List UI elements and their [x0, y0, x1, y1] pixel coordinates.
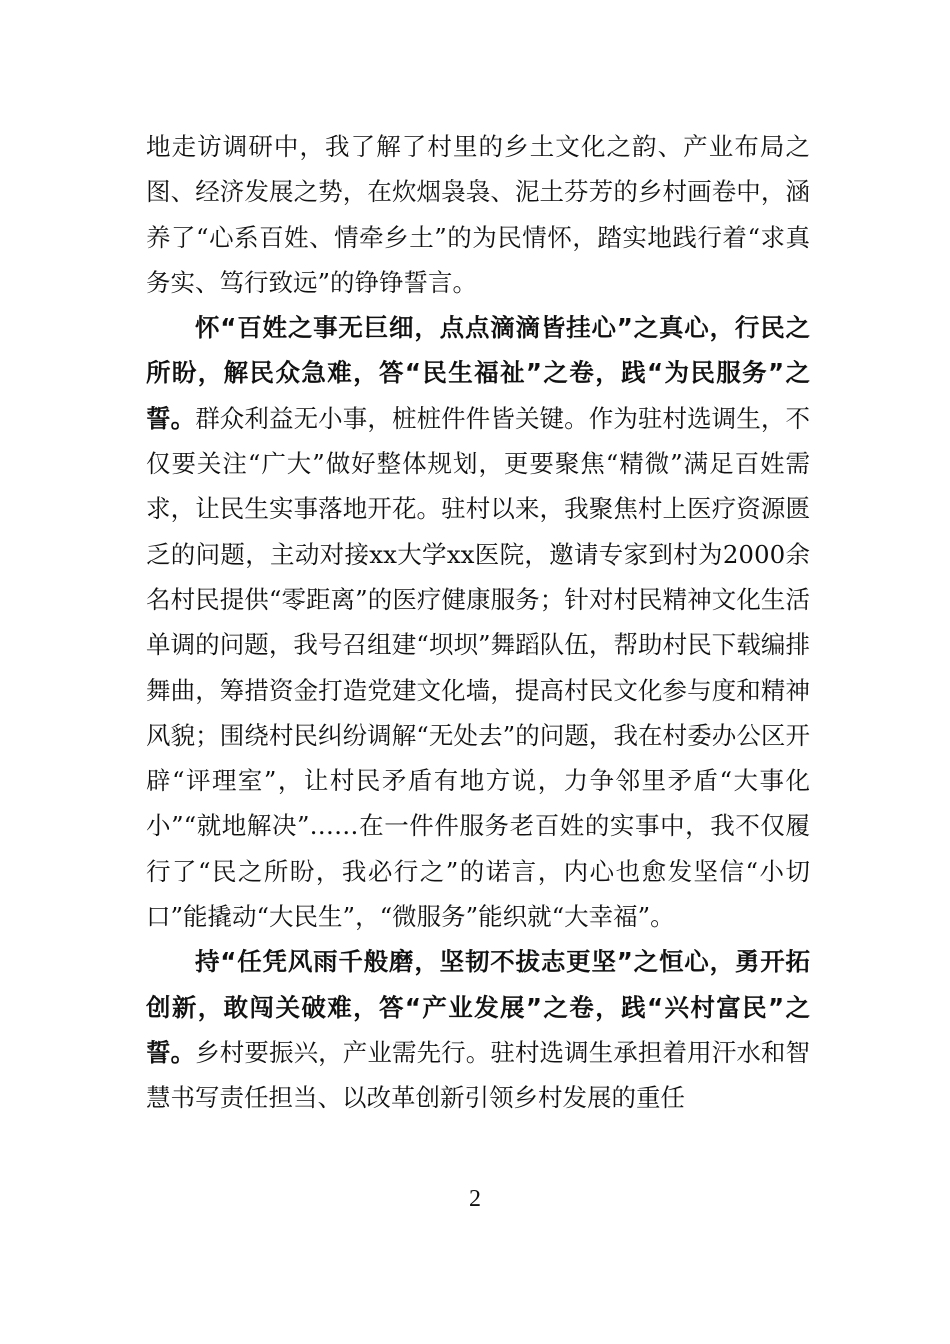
paragraph-3-text: 乡村要振兴，产业需先行。驻村选调生承担着用汗水和智慧书写责任担当、以改革创新引领乡村发展的重任: [146, 1037, 811, 1113]
body-text: [146, 124, 810, 1121]
paragraph-2-lead: 怀“百姓之事无巨细，点点滴滴皆挂心”之真心，行民之所盼，解民众急难，答“民生福祉”之卷，践“为民服务”之誓。: [146, 313, 810, 433]
paragraph-3: [146, 939, 810, 1120]
page-number: 2: [469, 1186, 481, 1212]
paragraph-3-lead: 持“任凭风雨千般磨，坚韧不拔志更坚”之恒心，勇开拓创新，敢闯关破难，答“产业发展”之卷，践“兴村富民”之誓。: [146, 947, 810, 1067]
paragraph-1: [146, 124, 810, 305]
paragraph-2-text: 群众利益无小事，桩桩件件皆关键。作为驻村选调生，不仅要关注“广大”做好整体规划，更要聚焦“精微”满足百姓需求，让民生实事落地开花。驻村以来，我聚焦村上医疗资源匮乏的问题，主动对接xx大学xx医院，邀请专家到村为2000余名村民提供“零距离”的医疗健康服务；针对村民精神文化生活单调的问题，我号召组建“坝坝”舞蹈队伍，帮助村民下载编排舞曲，筹措资金打造党建文化墙，提高村民文化参与度和精神风貌；围绕村民纠纷调解“无处去”的问题，我在村委办公区开辟“评理室”，让村民矛盾有地方说，力争邻里矛盾“大事化小”“就地解决”……在一件件服务老百姓的实事中，我不仅履行了“民之所盼，我必行之”的诺言，内心也愈发坚信“小切口”能撬动“大民生”，“微服务”能织就“大幸福”。: [146, 403, 811, 932]
paragraph-1-text: 地走访调研中，我了解了村里的乡土文化之韵、产业布局之图、经济发展之势，在炊烟袅袅、泥土芬芳的乡村画卷中，涵养了“心系百姓、情牵乡土”的为民情怀，踏实地践行着“求真务实、笃行致远”的铮铮誓言。: [146, 132, 810, 297]
paragraph-2: [146, 305, 810, 939]
